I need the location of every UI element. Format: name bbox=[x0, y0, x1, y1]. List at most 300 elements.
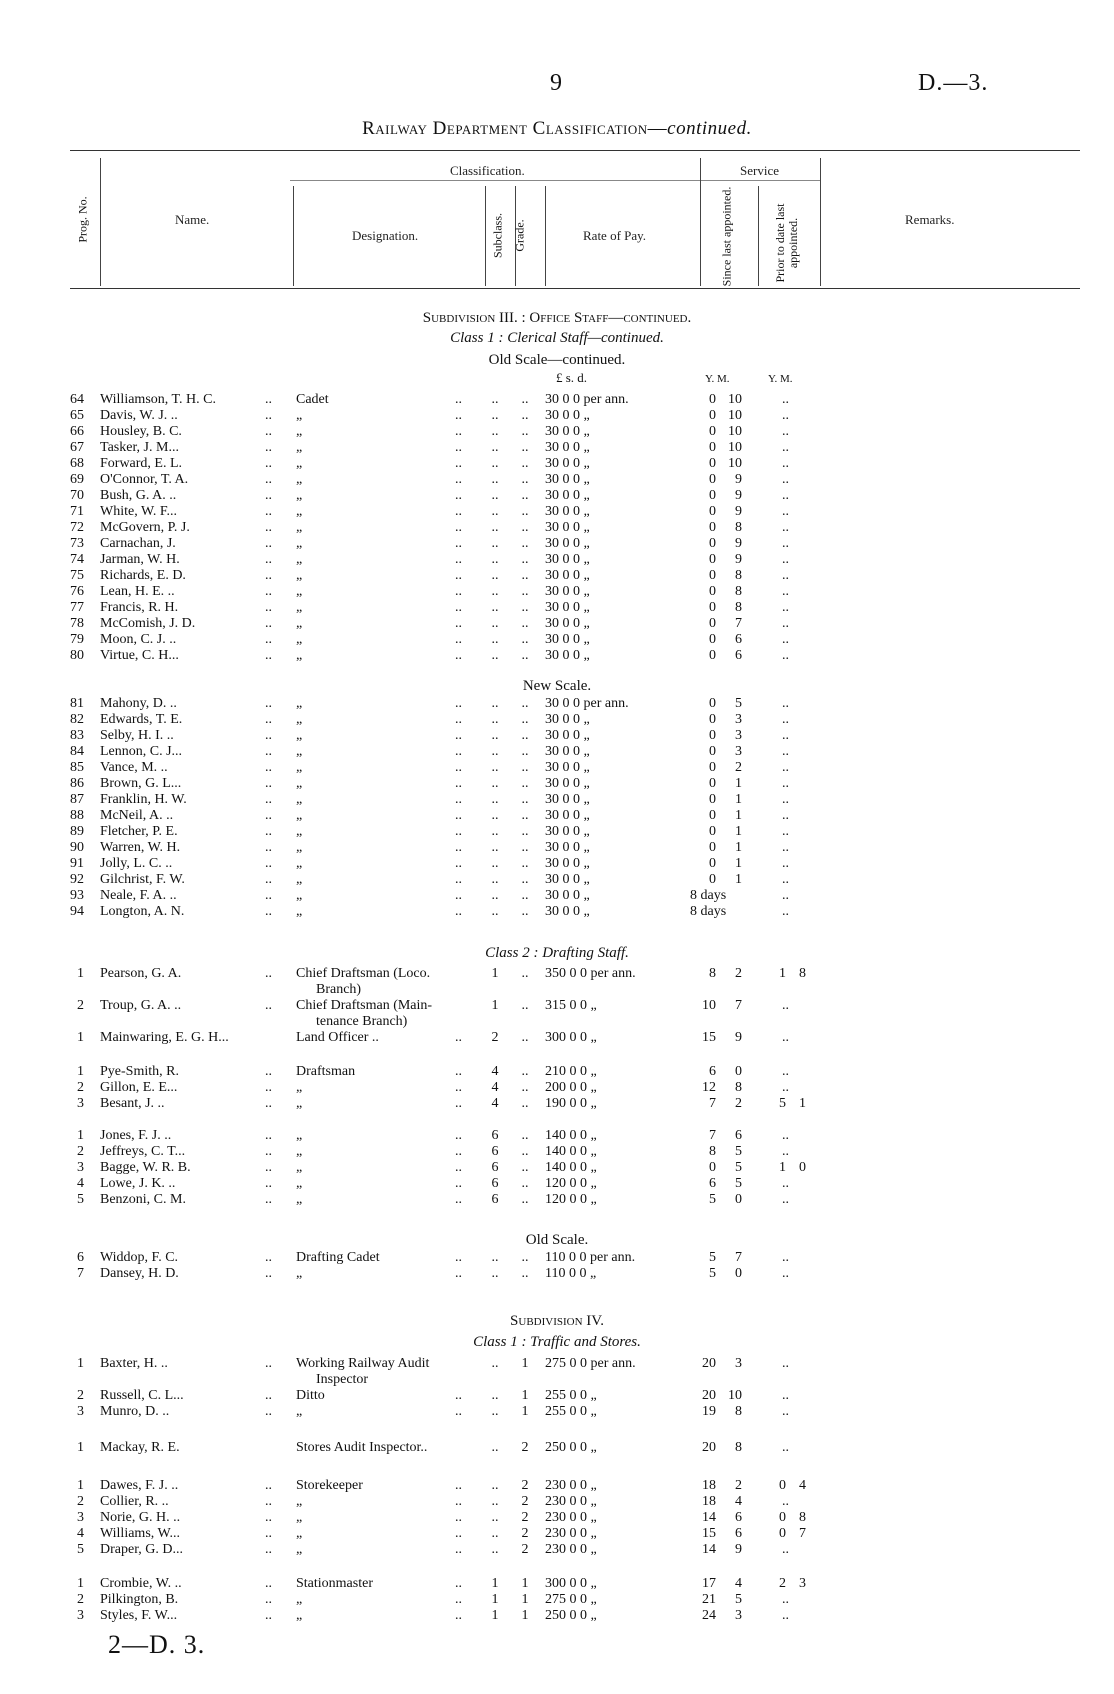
designation-leader: .. bbox=[455, 1388, 462, 1403]
service-years: 20 bbox=[702, 1356, 716, 1371]
rate-of-pay: 30 0 0 „ bbox=[545, 872, 590, 887]
service-years: 0 bbox=[709, 840, 716, 855]
prog-no: 87 bbox=[70, 792, 84, 807]
header-designation: Designation. bbox=[352, 228, 419, 243]
subclass: .. bbox=[491, 632, 499, 647]
prog-no: 72 bbox=[70, 520, 84, 535]
section-old-scale-continued: Old Scale—continued. bbox=[488, 352, 626, 368]
name: Gillon, E. E... bbox=[100, 1080, 178, 1095]
table-row bbox=[0, 1064, 1114, 1080]
service-ym-label: Y. M. bbox=[705, 373, 730, 385]
service-months: 3 bbox=[735, 1608, 742, 1623]
table-row bbox=[0, 424, 1114, 440]
table-row bbox=[0, 584, 1114, 600]
subclass: .. bbox=[491, 1542, 499, 1557]
subclass: .. bbox=[491, 744, 499, 759]
page-title bbox=[0, 118, 1114, 140]
name-leader: .. bbox=[265, 1592, 272, 1607]
designation-leader: .. bbox=[455, 1030, 462, 1045]
name: McGovern, P. J. bbox=[100, 520, 190, 535]
grade: 2 bbox=[521, 1494, 529, 1509]
name: Troup, G. A. .. bbox=[100, 998, 182, 1013]
prior-years: 0 bbox=[779, 1478, 786, 1493]
grade: .. bbox=[521, 568, 529, 583]
name-leader: .. bbox=[265, 1608, 272, 1623]
prog-no: 76 bbox=[70, 584, 84, 599]
prior-ym-label: Y. M. bbox=[768, 373, 793, 385]
designation-leader: .. bbox=[455, 808, 462, 823]
rate-of-pay: 230 0 0 „ bbox=[545, 1494, 597, 1509]
prior-empty: .. bbox=[782, 1176, 789, 1191]
service-years: 0 bbox=[709, 744, 716, 759]
table-row bbox=[0, 904, 1114, 920]
service-years: 0 bbox=[709, 856, 716, 871]
prog-no: 1 bbox=[77, 1440, 84, 1455]
prog-no: 2 bbox=[77, 998, 84, 1013]
name-leader: .. bbox=[265, 998, 272, 1013]
table-row bbox=[0, 776, 1114, 792]
service-months: 6 bbox=[735, 648, 742, 663]
prior-empty: .. bbox=[782, 472, 789, 487]
service-years: 10 bbox=[702, 998, 716, 1013]
subclass: .. bbox=[491, 1388, 499, 1403]
service-years: 0 bbox=[709, 552, 716, 567]
table-row bbox=[0, 1080, 1114, 1096]
rate-of-pay: 110 0 0 „ bbox=[545, 1266, 597, 1281]
service-years: 7 bbox=[709, 1096, 716, 1111]
grade: .. bbox=[521, 488, 529, 503]
service-months: 8 bbox=[735, 1440, 742, 1455]
rate-of-pay: 275 0 0 per ann. bbox=[545, 1356, 636, 1371]
prior-years: 1 bbox=[779, 966, 786, 981]
table-row bbox=[0, 728, 1114, 744]
table-row bbox=[0, 712, 1114, 728]
service-years: 5 bbox=[709, 1192, 716, 1207]
subclass: .. bbox=[491, 584, 499, 599]
name: Francis, R. H. bbox=[100, 600, 179, 615]
table-row bbox=[0, 1250, 1114, 1266]
service-months: 4 bbox=[735, 1576, 742, 1591]
rate-of-pay: 200 0 0 „ bbox=[545, 1080, 597, 1095]
prior-empty: .. bbox=[782, 840, 789, 855]
name: Mahony, D. .. bbox=[100, 696, 177, 711]
rate-of-pay: 30 0 0 „ bbox=[545, 552, 590, 567]
designation: „ bbox=[296, 632, 303, 647]
grade: .. bbox=[521, 600, 529, 615]
prior-empty: .. bbox=[782, 1404, 789, 1419]
name: Styles, F. W... bbox=[100, 1608, 178, 1623]
prior-empty: .. bbox=[782, 1064, 789, 1079]
title-continued: continued. bbox=[667, 118, 752, 139]
prior-years: 0 bbox=[779, 1510, 786, 1525]
name-leader: .. bbox=[265, 1144, 272, 1159]
designation: „ bbox=[296, 504, 303, 519]
name-leader: .. bbox=[265, 1576, 272, 1591]
prog-no: 93 bbox=[70, 888, 84, 903]
subclass: .. bbox=[491, 520, 499, 535]
table-row bbox=[0, 1542, 1114, 1558]
grade: .. bbox=[521, 1144, 529, 1159]
service-years: 8 days bbox=[690, 888, 727, 903]
prior-empty: .. bbox=[782, 568, 789, 583]
name: Neale, F. A. .. bbox=[100, 888, 177, 903]
name: White, W. F... bbox=[100, 504, 178, 519]
name: Gilchrist, F. W. bbox=[100, 872, 185, 887]
subclass: .. bbox=[491, 648, 499, 663]
grade: .. bbox=[521, 584, 529, 599]
name: Russell, C. L... bbox=[100, 1388, 184, 1403]
designation: „ bbox=[296, 776, 303, 791]
name-leader: .. bbox=[265, 392, 272, 407]
name-leader: .. bbox=[265, 760, 272, 775]
service-months: 2 bbox=[735, 1096, 742, 1111]
subclass: .. bbox=[491, 616, 499, 631]
grade: 1 bbox=[521, 1404, 529, 1419]
designation-leader: .. bbox=[455, 408, 462, 423]
name: Norie, G. H. .. bbox=[100, 1510, 181, 1525]
page-footer: 2—D. 3. bbox=[108, 1630, 206, 1659]
section-class-1-traffic: Class 1 : Traffic and Stores. bbox=[473, 1334, 641, 1350]
rate-of-pay: 30 0 0 „ bbox=[545, 488, 590, 503]
prog-no: 3 bbox=[77, 1096, 84, 1111]
subclass: .. bbox=[491, 600, 499, 615]
name: Dawes, F. J. .. bbox=[100, 1478, 179, 1493]
grade: 1 bbox=[521, 1356, 529, 1371]
rate-of-pay: 30 0 0 „ bbox=[545, 632, 590, 647]
section-class-2-drafting: Class 2 : Drafting Staff. bbox=[485, 945, 629, 961]
designation-leader: .. bbox=[455, 616, 462, 631]
designation-leader: .. bbox=[455, 392, 462, 407]
header-prog-no: Prog. No. bbox=[75, 196, 90, 243]
name-leader: .. bbox=[265, 1542, 272, 1557]
prog-no: 68 bbox=[70, 456, 84, 471]
designation: Storekeeper bbox=[296, 1478, 363, 1493]
grade: .. bbox=[521, 904, 529, 919]
name-leader: .. bbox=[265, 696, 272, 711]
name-leader: .. bbox=[265, 424, 272, 439]
subclass: .. bbox=[491, 808, 499, 823]
table-row bbox=[0, 872, 1114, 888]
service-years: 0 bbox=[709, 568, 716, 583]
designation-continued: Inspector bbox=[316, 1372, 369, 1387]
service-months: 6 bbox=[735, 632, 742, 647]
designation: „ bbox=[296, 792, 303, 807]
table-row bbox=[0, 504, 1114, 520]
service-years: 14 bbox=[702, 1510, 716, 1525]
rate-of-pay: 30 0 0 „ bbox=[545, 536, 590, 551]
table-row bbox=[0, 1592, 1114, 1608]
page-number: 9 bbox=[550, 70, 562, 96]
name-leader: .. bbox=[265, 824, 272, 839]
name: Widdop, F. C. bbox=[100, 1250, 179, 1265]
name-leader: .. bbox=[265, 776, 272, 791]
grade: .. bbox=[521, 1080, 529, 1095]
prog-no: 1 bbox=[77, 1356, 84, 1371]
rate-of-pay: 30 0 0 „ bbox=[545, 616, 590, 631]
name-leader: .. bbox=[265, 1266, 272, 1281]
name-leader: .. bbox=[265, 600, 272, 615]
designation-leader: .. bbox=[455, 1266, 462, 1281]
designation: „ bbox=[296, 456, 303, 471]
table-row bbox=[0, 808, 1114, 824]
name: Draper, G. D... bbox=[100, 1542, 184, 1557]
service-years: 6 bbox=[709, 1064, 716, 1079]
designation: „ bbox=[296, 584, 303, 599]
subclass: 6 bbox=[491, 1160, 499, 1175]
service-years: 0 bbox=[709, 1160, 716, 1175]
name: Edwards, T. E. bbox=[100, 712, 183, 727]
prior-empty: .. bbox=[782, 998, 789, 1013]
name-leader: .. bbox=[265, 712, 272, 727]
prog-no: 4 bbox=[77, 1176, 84, 1191]
name: Carnachan, J. bbox=[100, 536, 176, 551]
name-leader: .. bbox=[265, 728, 272, 743]
designation-leader: .. bbox=[455, 696, 462, 711]
service-years: 0 bbox=[709, 760, 716, 775]
grade: .. bbox=[521, 712, 529, 727]
name: Longton, A. N. bbox=[100, 904, 185, 919]
table-row bbox=[0, 1192, 1114, 1208]
grade: 1 bbox=[521, 1388, 529, 1403]
prog-no: 1 bbox=[77, 1064, 84, 1079]
service-years: 0 bbox=[709, 712, 716, 727]
service-years: 0 bbox=[709, 472, 716, 487]
subclass: 1 bbox=[491, 1608, 499, 1623]
table-row bbox=[0, 1144, 1114, 1160]
prior-empty: .. bbox=[782, 744, 789, 759]
prior-empty: .. bbox=[782, 600, 789, 615]
rate-of-pay: 30 0 0 „ bbox=[545, 568, 590, 583]
service-years: 0 bbox=[709, 424, 716, 439]
rate-of-pay: 30 0 0 „ bbox=[545, 808, 590, 823]
designation: Land Officer .. bbox=[296, 1030, 379, 1045]
designation: „ bbox=[296, 600, 303, 615]
subclass: .. bbox=[491, 1440, 499, 1455]
name: Warren, W. H. bbox=[100, 840, 181, 855]
grade: .. bbox=[521, 808, 529, 823]
subclass: .. bbox=[491, 1404, 499, 1419]
header-classification: Classification. bbox=[450, 163, 525, 178]
grade: .. bbox=[521, 696, 529, 711]
service-months: 3 bbox=[735, 712, 742, 727]
designation-leader: .. bbox=[455, 456, 462, 471]
designation: „ bbox=[296, 1510, 303, 1525]
service-years: 0 bbox=[709, 408, 716, 423]
header-prior-to-date: Prior to date last appointed. bbox=[773, 203, 800, 283]
service-years: 5 bbox=[709, 1266, 716, 1281]
designation: „ bbox=[296, 424, 303, 439]
prior-empty: .. bbox=[782, 904, 789, 919]
service-months: 1 bbox=[735, 792, 742, 807]
rate-of-pay: 30 0 0 „ bbox=[545, 584, 590, 599]
prior-years: 2 bbox=[779, 1576, 786, 1591]
name: Pearson, G. A. bbox=[100, 966, 182, 981]
designation-leader: .. bbox=[455, 792, 462, 807]
subclass: 4 bbox=[491, 1096, 499, 1111]
designation: „ bbox=[296, 1160, 303, 1175]
service-months: 1 bbox=[735, 840, 742, 855]
prior-empty: .. bbox=[782, 488, 789, 503]
name-leader: .. bbox=[265, 584, 272, 599]
service-months: 10 bbox=[728, 440, 742, 455]
designation-leader: .. bbox=[455, 1160, 462, 1175]
subclass: .. bbox=[491, 696, 499, 711]
table-row bbox=[0, 1478, 1114, 1494]
rate-of-pay: 30 0 0 „ bbox=[545, 600, 590, 615]
name: Williamson, T. H. C. bbox=[100, 392, 216, 407]
prior-empty: .. bbox=[782, 856, 789, 871]
designation-leader: .. bbox=[455, 584, 462, 599]
service-years: 18 bbox=[702, 1494, 716, 1509]
name: Jarman, W. H. bbox=[100, 552, 180, 567]
table-row bbox=[0, 440, 1114, 456]
designation-leader: .. bbox=[455, 600, 462, 615]
name: Bush, G. A. .. bbox=[100, 488, 177, 503]
grade: 1 bbox=[521, 1592, 529, 1607]
table-row bbox=[0, 998, 1114, 1029]
subclass: .. bbox=[491, 1494, 499, 1509]
name: Virtue, C. H... bbox=[100, 648, 179, 663]
service-years: 6 bbox=[709, 1176, 716, 1191]
rate-of-pay: 140 0 0 „ bbox=[545, 1160, 597, 1175]
designation: „ bbox=[296, 1592, 303, 1607]
prog-no: 92 bbox=[70, 872, 84, 887]
prior-empty: .. bbox=[782, 504, 789, 519]
service-months: 7 bbox=[735, 616, 742, 631]
name: Jones, F. J. .. bbox=[100, 1128, 172, 1143]
service-months: 9 bbox=[735, 1542, 742, 1557]
name: Mackay, R. E. bbox=[100, 1440, 180, 1455]
prior-empty: .. bbox=[782, 456, 789, 471]
service-years: 12 bbox=[702, 1080, 716, 1095]
grade: .. bbox=[521, 1176, 529, 1191]
header-remarks: Remarks. bbox=[905, 212, 955, 227]
name-leader: .. bbox=[265, 1510, 272, 1525]
table-row bbox=[0, 1176, 1114, 1192]
table-row bbox=[0, 840, 1114, 856]
service-months: 5 bbox=[735, 1160, 742, 1175]
prior-empty: .. bbox=[782, 1030, 789, 1045]
prior-empty: .. bbox=[782, 1128, 789, 1143]
prog-no: 94 bbox=[70, 904, 84, 919]
grade: .. bbox=[521, 424, 529, 439]
name-leader: .. bbox=[265, 1494, 272, 1509]
grade: 2 bbox=[521, 1440, 529, 1455]
service-years: 0 bbox=[709, 792, 716, 807]
grade: .. bbox=[521, 1096, 529, 1111]
prior-empty: .. bbox=[782, 536, 789, 551]
service-years: 0 bbox=[709, 456, 716, 471]
table-row bbox=[0, 1510, 1114, 1526]
prior-empty: .. bbox=[782, 616, 789, 631]
name: Lowe, J. K. .. bbox=[100, 1176, 176, 1191]
service-months: 7 bbox=[735, 998, 742, 1013]
rate-of-pay: 30 0 0 „ bbox=[545, 888, 590, 903]
rate-of-pay: 120 0 0 „ bbox=[545, 1176, 597, 1191]
grade: .. bbox=[521, 856, 529, 871]
table-row bbox=[0, 1266, 1114, 1282]
rate-of-pay: 30 0 0 „ bbox=[545, 424, 590, 439]
prior-empty: .. bbox=[782, 872, 789, 887]
designation: „ bbox=[296, 712, 303, 727]
prog-no: 2 bbox=[77, 1144, 84, 1159]
table-row bbox=[0, 1576, 1114, 1592]
subclass: .. bbox=[491, 1356, 499, 1371]
rate-of-pay: 230 0 0 „ bbox=[545, 1510, 597, 1525]
table-row bbox=[0, 1356, 1114, 1387]
name: Munro, D. .. bbox=[100, 1404, 170, 1419]
name: Richards, E. D. bbox=[100, 568, 186, 583]
designation: „ bbox=[296, 1176, 303, 1191]
name-leader: .. bbox=[265, 632, 272, 647]
name-leader: .. bbox=[265, 1096, 272, 1111]
subclass: .. bbox=[491, 824, 499, 839]
subclass: .. bbox=[491, 488, 499, 503]
table-row bbox=[0, 760, 1114, 776]
subclass: 1 bbox=[491, 1592, 499, 1607]
prog-no: 85 bbox=[70, 760, 84, 775]
prog-no: 64 bbox=[70, 392, 84, 407]
header-rate-of-pay: Rate of Pay. bbox=[583, 228, 647, 243]
rate-of-pay: 230 0 0 „ bbox=[545, 1526, 597, 1541]
service-years: 8 days bbox=[690, 904, 727, 919]
rate-of-pay: 230 0 0 „ bbox=[545, 1542, 597, 1557]
service-months: 3 bbox=[735, 744, 742, 759]
designation-leader: .. bbox=[455, 1592, 462, 1607]
prior-empty: .. bbox=[782, 520, 789, 535]
subclass: 6 bbox=[491, 1128, 499, 1143]
table-row bbox=[0, 824, 1114, 840]
prior-empty: .. bbox=[782, 1080, 789, 1095]
service-years: 0 bbox=[709, 600, 716, 615]
prior-empty: .. bbox=[782, 696, 789, 711]
designation-leader: .. bbox=[455, 648, 462, 663]
prog-no: 89 bbox=[70, 824, 84, 839]
designation: „ bbox=[296, 488, 303, 503]
header-name: Name. bbox=[175, 212, 210, 227]
prior-months: 8 bbox=[799, 1510, 806, 1525]
designation-leader: .. bbox=[455, 440, 462, 455]
designation: „ bbox=[296, 536, 303, 551]
name: Fletcher, P. E. bbox=[100, 824, 178, 839]
table-row bbox=[0, 488, 1114, 504]
table-row bbox=[0, 568, 1114, 584]
prior-years: 5 bbox=[779, 1096, 786, 1111]
designation-leader: .. bbox=[455, 1404, 462, 1419]
table-row bbox=[0, 888, 1114, 904]
designation: „ bbox=[296, 1526, 303, 1541]
designation-continued: tenance Branch) bbox=[316, 1014, 408, 1029]
service-months: 10 bbox=[728, 1388, 742, 1403]
grade: 2 bbox=[521, 1510, 529, 1525]
service-months: 9 bbox=[735, 552, 742, 567]
table-row bbox=[0, 536, 1114, 552]
service-years: 0 bbox=[709, 872, 716, 887]
designation: „ bbox=[296, 1192, 303, 1207]
rate-of-pay: 255 0 0 „ bbox=[545, 1404, 597, 1419]
service-years: 8 bbox=[709, 1144, 716, 1159]
rate-of-pay: 30 0 0 „ bbox=[545, 440, 590, 455]
rate-of-pay: 110 0 0 per ann. bbox=[545, 1250, 636, 1265]
prior-empty: .. bbox=[782, 760, 789, 775]
service-months: 10 bbox=[728, 456, 742, 471]
subclass: .. bbox=[491, 472, 499, 487]
service-years: 0 bbox=[709, 776, 716, 791]
subclass: 1 bbox=[491, 998, 499, 1013]
name: Selby, H. I. .. bbox=[100, 728, 174, 743]
table-row bbox=[0, 1494, 1114, 1510]
grade: .. bbox=[521, 872, 529, 887]
